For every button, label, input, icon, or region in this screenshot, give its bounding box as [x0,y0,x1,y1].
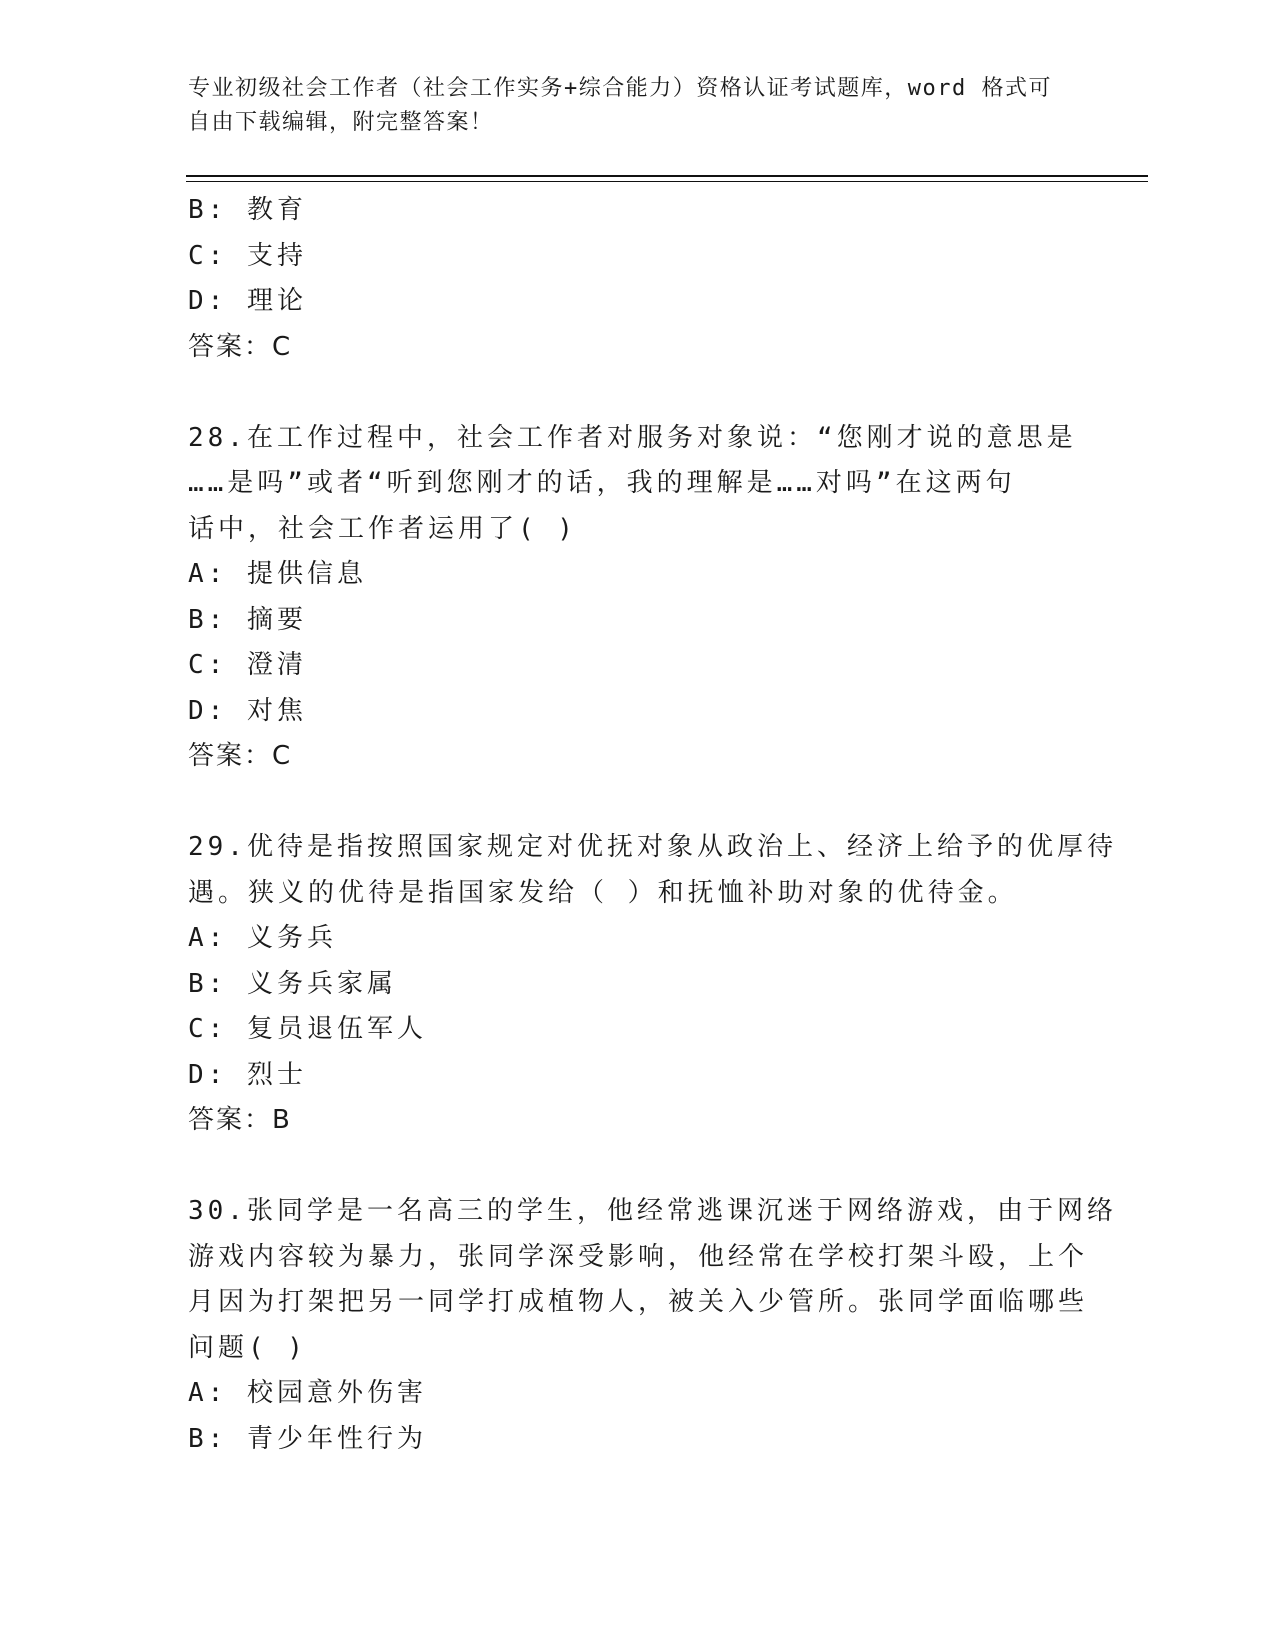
option-c: C: 支持 [188,240,307,271]
option-d: D: 对焦 [188,695,307,726]
answer: 答案：B [188,1105,292,1135]
question-text-line: 29.优待是指按照国家规定对优抚对象从政治上、经济上给予的优厚待 [188,832,1117,862]
question-text-line: 遇。狭义的优待是指国家发给（ ）和抚恤补助对象的优待金。 [188,877,1018,908]
spacer [188,780,1088,826]
option-c: C: 澄清 [188,650,307,680]
question-30 [188,1189,1117,1462]
option-c: C: 复员退伍军人 [188,1014,427,1044]
option-a: A: 义务兵 [188,923,337,953]
question-text-line: 月因为打架把另一同学打成植物人，被关入少管所。张同学面临哪些 [188,1287,1089,1317]
option-d: D: 理论 [188,286,307,316]
answer: 答案：C [188,741,293,771]
spacer [188,1144,1088,1190]
option-b: B: 摘要 [188,604,307,635]
document-body [188,188,1117,1462]
header-divider-thin [186,181,1148,182]
header-divider-thick [186,175,1148,177]
question-text-line: 问题( ) [188,1332,307,1363]
option-d: D: 烈士 [188,1059,307,1090]
answer: 答案：C [188,331,293,362]
option-b: B: 青少年性行为 [188,1423,427,1454]
question-29 [188,825,1117,1144]
option-b: B: 义务兵家属 [188,968,397,999]
question-text-line: 30.张同学是一名高三的学生，他经常逃课沉迷于网络游戏，由于网络 [188,1196,1117,1226]
option-b: B: 教育 [188,195,307,225]
question-text-line: ……是吗”或者“听到您刚才的话，我的理解是……对吗”在这两句 [188,468,1016,498]
header-line-2: 自由下载编辑，附完整答案！ [188,110,494,135]
question-28 [188,416,1088,780]
question-text-line: 游戏内容较为暴力，张同学深受影响，他经常在学校打架斗殴，上个 [188,1241,1089,1272]
question-text-line: 28.在工作过程中，社会工作者对服务对象说：“您刚才说的意思是 [188,422,1077,453]
question-text-line: 话中，社会工作者运用了( ) [188,513,577,544]
option-a: A: 提供信息 [188,559,367,589]
spacer [188,370,1088,416]
question-27-tail [188,188,1088,370]
header-line-1: 专业初级社会工作者（社会工作实务+综合能力）资格认证考试题库，word 格式可 [188,76,1052,101]
option-a: A: 校园意外伤害 [188,1378,427,1408]
document-header [188,72,1088,140]
